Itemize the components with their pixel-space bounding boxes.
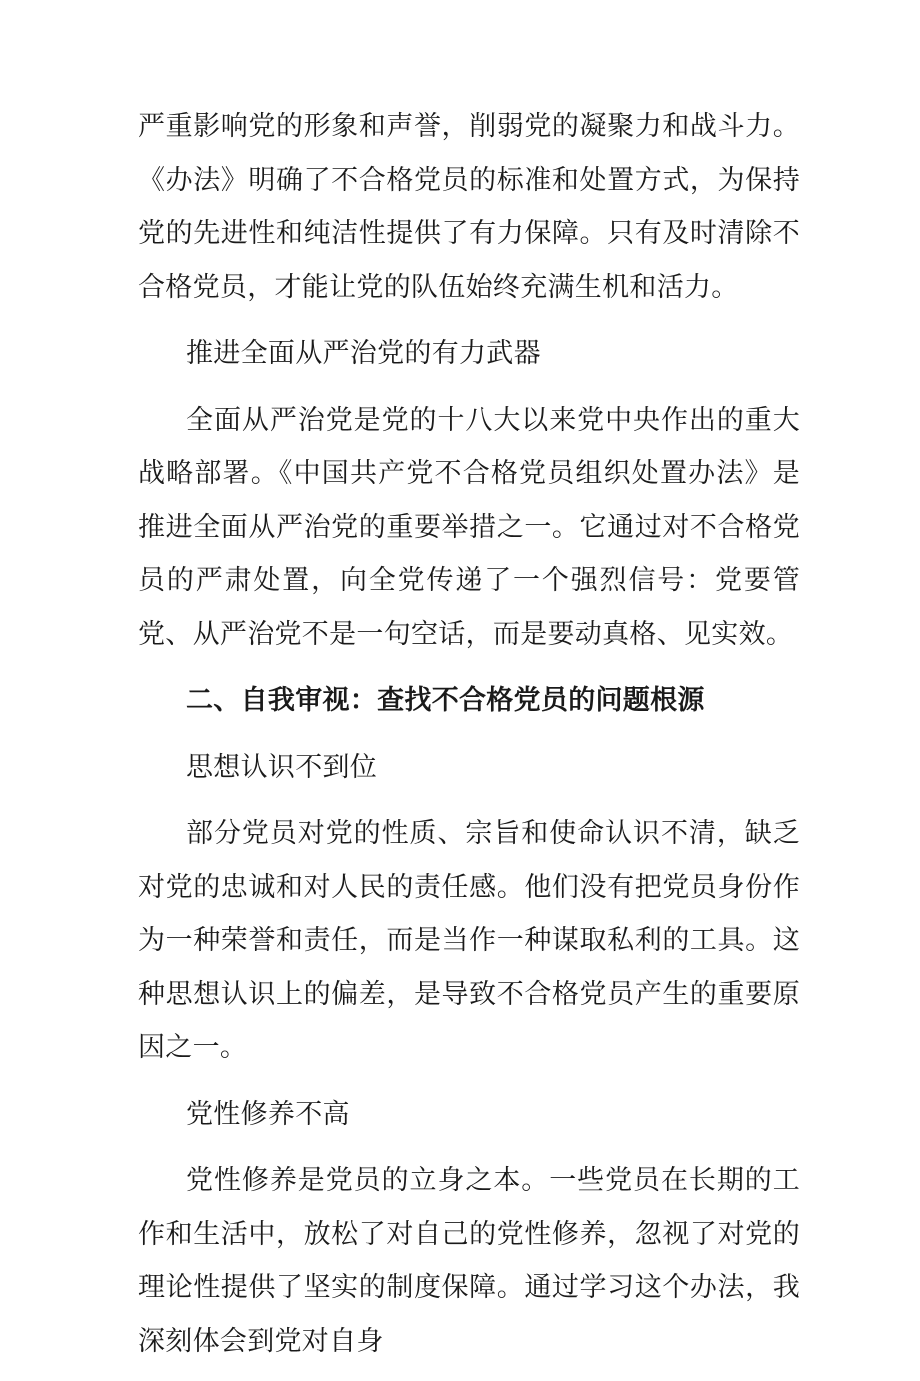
body-paragraph: 严重影响党的形象和声誉，削弱党的凝聚力和战斗力。《办法》明确了不合格党员的标准和处置方式，为保持党的先进性和纯洁性提供了有力保障。只有及时清除不合格党员，才能让党的队伍始终充满生机和活力。 — [138, 111, 800, 303]
document-page — [138, 100, 800, 1381]
subheading: 推进全面从严治党的有力武器 — [186, 338, 541, 369]
section-heading: 二、自我审视：查找不合格党员的问题根源 — [186, 685, 705, 716]
body-paragraph: 党性修养是党员的立身之本。一些党员在长期的工作和生活中，放松了对自己的党性修养，忽视了对党的理论性提供了坚实的制度保障。通过学习这个办法，我深刻体会到党对自身 — [138, 1165, 800, 1357]
body-paragraph: 全面从严治党是党的十八大以来党中央作出的重大战略部署。《中国共产党不合格党员组织处置办法》是推进全面从严治党的重要举措之一。它通过对不合格党员的严肃处置，向全党传递了一个强烈信号：党要管党、从严治党不是一句空话，而是要动真格、见实效。 — [138, 404, 800, 650]
subheading: 党性修养不高 — [186, 1098, 350, 1130]
body-paragraph: 部分党员对党的性质、宗旨和使命认识不清，缺乏对党的忠诚和对人民的责任感。他们没有把党员身份作为一种荣誉和责任，而是当作一种谋取私利的工具。这种思想认识上的偏差，是导致不合格党员产生的重要原因之一。 — [138, 818, 800, 1063]
subheading: 思想认识不到位 — [186, 751, 378, 783]
